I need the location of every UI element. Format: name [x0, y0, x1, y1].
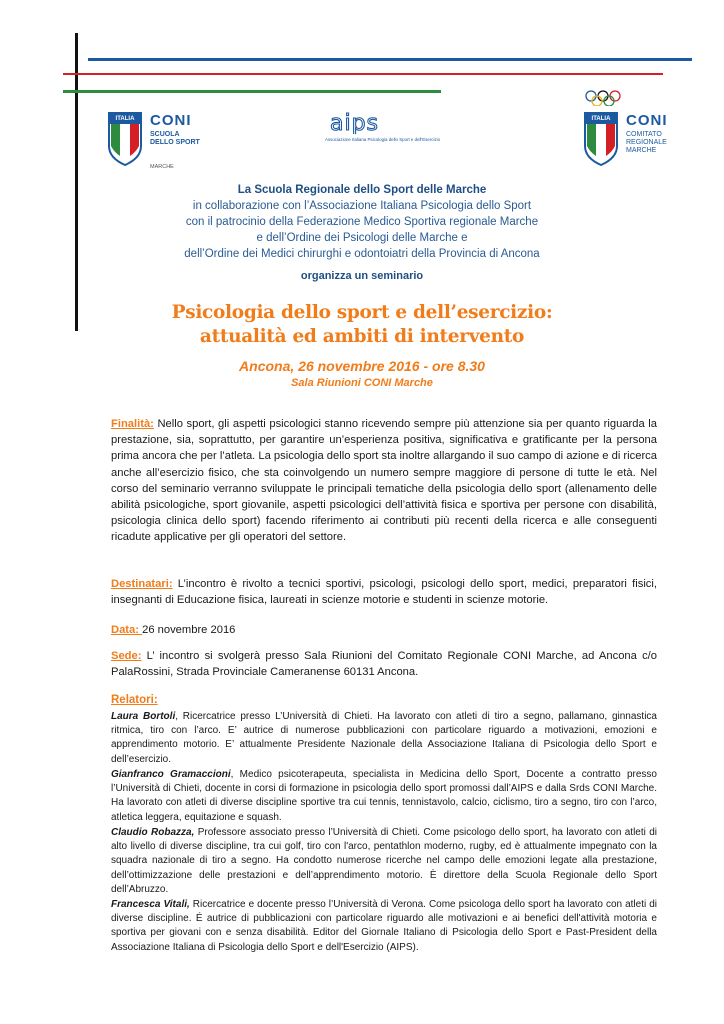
header-line-4: e dell’Ordine dei Psicologi delle Marche e: [256, 232, 468, 244]
relatori-label: Relatori:: [111, 694, 158, 706]
horizontal-blue-rule: [88, 58, 692, 61]
seminar-date: Ancona, 26 novembre 2016 - ore 8.30: [239, 358, 485, 374]
header-line-2: in collaborazione con l’Associazione Italiana Psicologia dello Sport: [192, 200, 532, 212]
sede-label: Sede:: [111, 650, 142, 662]
seminar-title-line-1: Psicologia dello sport e dell’esercizio:: [171, 302, 553, 323]
relatore-bio: , Medico psicoterapeuta, specialista in Medicina dello Sport, Docente a contratto presso l’Università di Chieti, docente in corsi di formazione in psicologia dello sport promossi dall’AIPS e dalla Srds CONI Marche. Ha lavorato con atleti di diverse discipline sportive tra cui tennis, tennistavolo, calcio, ciclismo, tiro a segno, tiro con l’arco, atletica leggera, equitazione e squash.: [111, 769, 657, 823]
horizontal-red-rule: [63, 73, 663, 75]
relatore-bio: Professore associato presso l’Università di Chieti. Come psicologo dello sport, ha lavorato con atleti di alto livello di diverse discipline, tra cui golf, tiro con l'arco, pentathlon moderno, rugby, ed è attualmente impegnato con la squadra nazionale di tiro a segno. Ha condotto numerose ricerche nel campo delle emozioni legate alla prestazione, dell’ottimizzazione delle prestazioni e dell’apprendimento motorio. È direttore della Scuola Regionale dello Sport dell’Abruzzo.: [111, 827, 657, 895]
destinatari-text: L’incontro è rivolto a tecnici sportivi, psicologi, psicologi dello sport, medici, preparatori fisici, insegnanti di Educazione fisica, laureati in scienze motorie e studenti in scienze motorie.: [111, 578, 657, 607]
finalita-label: Finalità:: [111, 418, 154, 430]
svg-text:aips: aips: [330, 111, 380, 134]
coni-comitato-logo: [582, 90, 692, 172]
aips-caption: Associazione Italiana Psicologia dello Sport e dell'Esercizio: [325, 137, 441, 142]
aips-logo: [325, 110, 465, 150]
seminar-title-line-2: attualità ed ambiti di intervento: [199, 326, 525, 347]
right-coni-sub-1: COMITATO: [626, 131, 662, 138]
data-label: Data:: [111, 624, 143, 636]
right-shield-text: ITALIA: [591, 116, 611, 122]
destinatari-section: [111, 576, 657, 608]
coni-scuola-logo: [108, 112, 228, 172]
relatore-name: Claudio Robazza,: [111, 827, 195, 838]
left-coni-sub-1: SCUOLA: [150, 131, 180, 138]
data-section: [111, 622, 657, 638]
relatore-name: Francesca Vitali,: [111, 899, 190, 910]
header-line-5: dell’Ordine dei Medici chirurghi e odontoiatri della Provincia di Ancona: [184, 248, 540, 260]
relatore-name: Gianfranco Gramaccioni: [111, 769, 231, 780]
relatore-bio: Ricercatrice e docente presso l’Università di Verona. Come psicologa dello sport ha lavorato con atleti di diverse discipline. É autrice di pubblicazioni con particolare riguardo alle motivazioni e ai benefici dell'attività motoria e sportiva per giovani con e senza disabilità. Editor del Giornale Italiano di Psicologia dello Sport e Past-President della Associazione Italiana di Psicologia dello Sport e dell'Esercizio (AIPS).: [111, 899, 658, 953]
finalita-section: [111, 416, 657, 546]
finalita-text: Nello sport, gli aspetti psicologici stanno ricevendo sempre più attenzione sia per quanto riguarda la prestazione, sia, soprattutto, per garantire un’esperienza positiva, significativa e gratificante per la persona prima ancora che per l’atleta. La psicologia dello sport sta inoltre allargando il suo campo di azione e di ricerca anche all’esercizio fisico, che sta coinvolgendo un numero sempre maggiore di persone di tutte le età. Nel corso del seminario verranno sviluppate le principali tematiche della psicologia dello sport (allenamento delle abilità psicologiche, sport giovanile, aspetti psicologici dell’attività fisica e sportiva per persone con disabilità, psicologia clinica dello sport) facendo riferimento ai contributi più recenti della ricerca e alle conseguenti ricadute applicative per gli operatori del settore.: [111, 418, 658, 544]
relatore-bio: , Ricercatrice presso L’Università di Chieti. Ha lavorato con atleti di tiro a segno, pallamano, ginnastica ritmica, tiro con l’arco. E’ autrice di numerose pubblicazioni con particolare riguardo a motivazioni, emozioni e apprendimento motorio. E’ attualmente Presidente Nazionale della Associazione Italiana di Psicologia dello Sport e dell’esercizio.: [111, 711, 657, 765]
olympic-rings-icon: [584, 90, 624, 106]
relatore-item: [111, 710, 657, 767]
left-shield-text: ITALIA: [115, 116, 135, 122]
organizza-line: organizza un seminario: [300, 270, 424, 282]
header-line-1: La Scuola Regionale dello Sport delle Marche: [237, 184, 487, 196]
seminar-venue: Sala Riunioni CONI Marche: [291, 377, 433, 389]
relatore-name: Laura Bortoli: [111, 711, 176, 722]
aips-mark-icon: [328, 110, 390, 134]
left-coni-region: MARCHE: [150, 164, 174, 170]
horizontal-green-rule: [63, 90, 441, 93]
header-line-3: con il patrocinio della Federazione Medico Sportiva regionale Marche: [185, 216, 539, 228]
sede-section: [111, 648, 657, 680]
data-text: 26 novembre 2016: [142, 624, 236, 636]
organizer-block: [0, 182, 724, 262]
left-coni-sub-2: DELLO SPORT: [150, 139, 200, 146]
destinatari-label: Destinatari:: [111, 578, 173, 590]
sede-text: L’ incontro si svolgerà presso Sala Riunioni del Comitato Regionale CONI Marche, ad Ancona c/o PalaRossini, Strada Provinciale Cameranense 60131 Ancona.: [111, 650, 657, 679]
right-coni-sub-2: REGIONALE: [626, 139, 667, 146]
relatore-item: [111, 768, 657, 825]
relatore-item: [111, 898, 657, 955]
relatore-item: [111, 826, 657, 897]
right-coni-sub-3: MARCHE: [626, 147, 657, 154]
right-coni-word: CONI: [626, 112, 668, 129]
left-coni-word: CONI: [150, 112, 192, 129]
